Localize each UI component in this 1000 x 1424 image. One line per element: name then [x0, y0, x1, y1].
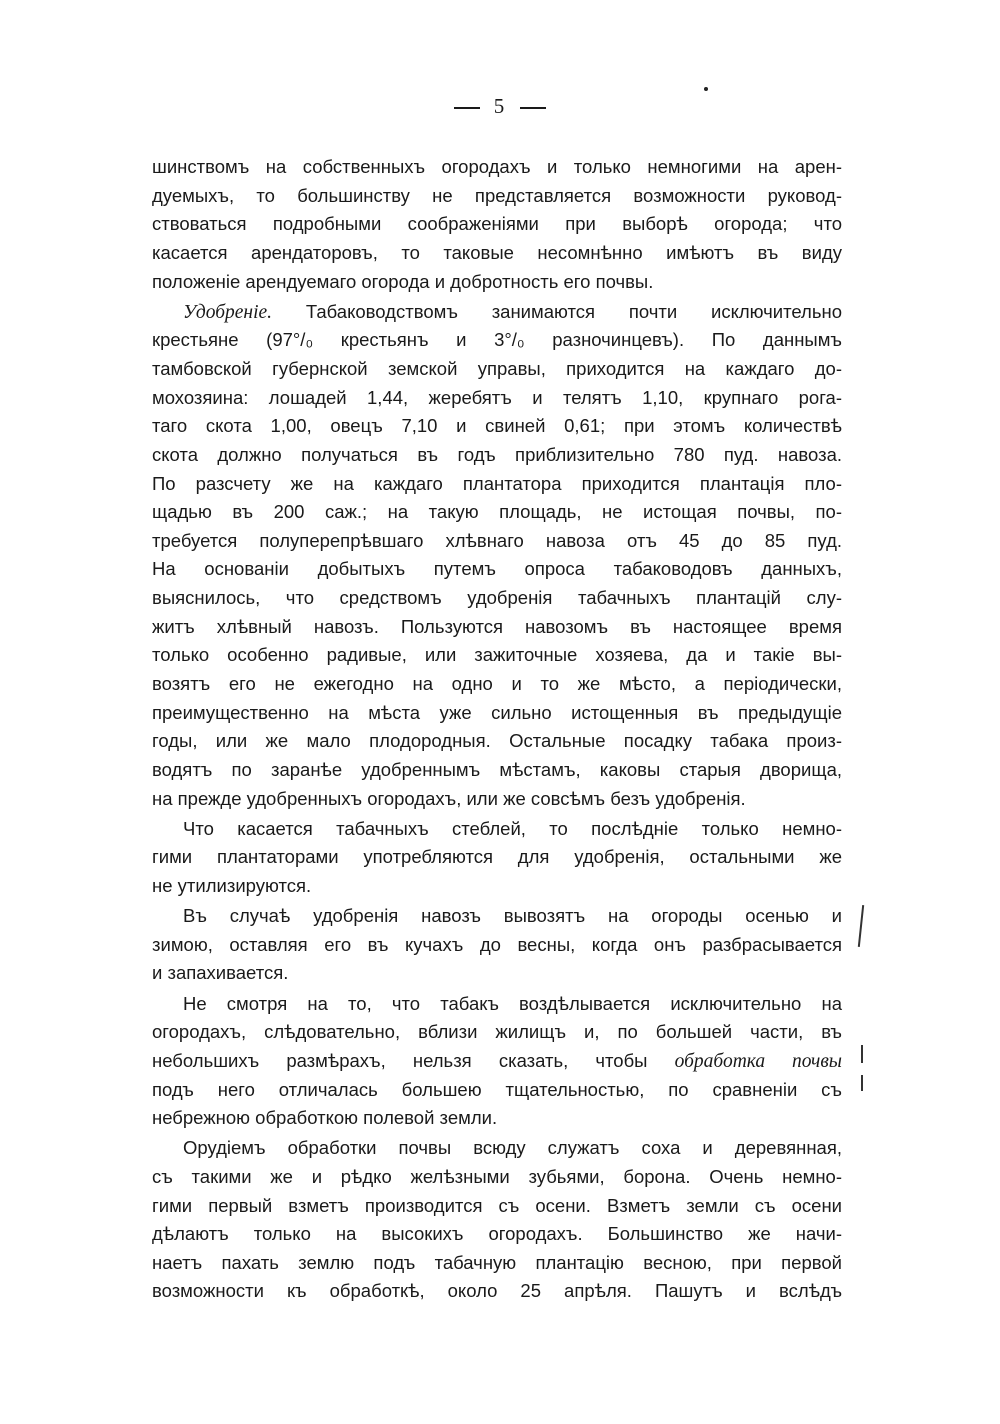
text-line: дуемыхъ, то большинству не представляется возможности руковод- [152, 184, 842, 206]
text-line: только особенно радивые, или зажиточные хозяева, да и такіе вы- [152, 644, 842, 666]
text-line: огородахъ, слѣдовательно, вблизи жилищъ и, по большей части, въ [152, 1021, 842, 1043]
paragraph-1 [152, 153, 842, 296]
text-line: не утилизируются. [152, 875, 312, 897]
text-line: выяснилось, что средствомъ удобренія табачныхъ плантацій слу- [152, 587, 842, 609]
text-line: дѣлаютъ только на высокихъ огородахъ. Большинство же начи- [152, 1223, 842, 1245]
text-line: водятъ по заранѣе удобреннымъ мѣстамъ, каковы старыя дворища, [152, 758, 842, 780]
text-line: возможности къ обработкѣ, около 25 апрѣля. Пашутъ и вслѣдъ [152, 1280, 842, 1302]
text-line: крестьяне (97°/₀ крестьянъ и 3°/₀ разночинцевъ). По даннымъ [152, 329, 842, 351]
text-line: положеніе арендуемаго огорода и добротность его почвы. [152, 270, 654, 292]
text-line: ствоваться подробными соображеніями при выборѣ огорода; что [152, 213, 842, 235]
text-line: зимою, оставляя его въ кучахъ до весны, когда онъ разбрасывается [152, 933, 842, 955]
text-line: наетъ пахать землю подъ табачную плантацію весною, при первой [152, 1251, 842, 1273]
text-line: годы, или же мало плодородныя. Остальные посадку табака произ- [152, 730, 842, 752]
text-line: скота должно получаться въ годъ приблизительно 780 пуд. навоза. [152, 443, 842, 465]
section-heading-fertilizer: Удобреніе. [183, 301, 273, 323]
text-line: требуется полуперепрѣвшаго хлѣвнаго навоза отъ 45 до 85 пуд. [152, 529, 842, 551]
text-line: съ такими же и рѣдко желѣзными зубьями, борона. Очень немно- [152, 1165, 842, 1187]
text-line: преимущественно на мѣста уже сильно истощенныя въ предыдущіе [152, 701, 842, 723]
paragraph-tillage [152, 990, 842, 1133]
dash-right [520, 107, 546, 109]
text-line: Не смотря на то, что табакъ воздѣлывается исключительно на [183, 992, 842, 1014]
paragraph-tools [152, 1134, 842, 1306]
text-line: небрежною обработкою полевой земли. [152, 1107, 498, 1129]
text-line: тамбовской губернской земской управы, приходится на каждаго до- [152, 357, 842, 379]
text-line: По разсчету же на каждаго плантатора приходится плантація пло- [152, 472, 842, 494]
paragraph-fertilizer [152, 298, 842, 814]
text-line: мохозяина: лошадей 1,44, жеребятъ и телятъ 1,10, крупнаго рога- [152, 386, 842, 408]
text-line: Въ случаѣ удобренія навозъ вывозятъ на огороды осенью и [183, 905, 842, 927]
text-line: шинствомъ на собственныхъ огородахъ и только немногими на арен- [152, 156, 842, 177]
text-line: гими первый взметъ производится съ осени. Взметъ земли съ осени [152, 1194, 842, 1216]
text-line: касается арендаторовъ, то таковые несомнѣнно имѣютъ въ виду [152, 241, 842, 263]
text-line: подъ него отличалась большею тщательностью, по сравненіи съ [152, 1078, 842, 1100]
text-line: щадью въ 200 саж.; на такую площадь, не истощая почвы, по- [152, 501, 842, 523]
scan-speck [704, 87, 708, 91]
text-line: На основаніи добытыхъ путемъ опроса табаководовъ данныхъ, [152, 558, 842, 580]
text-line [152, 1047, 842, 1076]
text-line: и запахивается. [152, 962, 289, 984]
text-line: житъ хлѣвный навозъ. Пользуются навозомъ въ настоящее время [152, 615, 842, 637]
page-number-value: 5 [493, 94, 507, 118]
text-line: Орудіемъ обработки почвы всюду служатъ соха и деревянная, [183, 1137, 842, 1159]
paragraph-stems [152, 815, 842, 901]
paragraph-manure [152, 902, 842, 988]
margin-mark [861, 1045, 863, 1063]
page-number [0, 94, 1000, 119]
emphasis-soil-tillage: обработка почвы [674, 1050, 842, 1072]
text-span: небольшихъ размѣрахъ, нельзя сказать, чтобы [152, 1049, 648, 1071]
text-line: таго скота 1,00, овецъ 7,10 и свиней 0,61; при этомъ количествѣ [152, 415, 842, 437]
margin-mark [858, 905, 864, 947]
text-line: гими плантаторами употребляются для удобренія, остальными же [152, 846, 842, 868]
text-span: Табаководствомъ занимаются почти исключительно [272, 300, 842, 322]
margin-mark [861, 1075, 863, 1091]
text-line: Что касается табачныхъ стеблей, то послѣдніе только немно- [183, 817, 842, 839]
text-line: на прежде удобренныхъ огородахъ, или же совсѣмъ безъ удобренія. [152, 787, 746, 809]
text-line [152, 298, 842, 327]
dash-left [454, 107, 480, 109]
text-line: возятъ его не ежегодно на одно и то же мѣсто, а періодически, [152, 673, 842, 695]
body-text [152, 153, 842, 1306]
